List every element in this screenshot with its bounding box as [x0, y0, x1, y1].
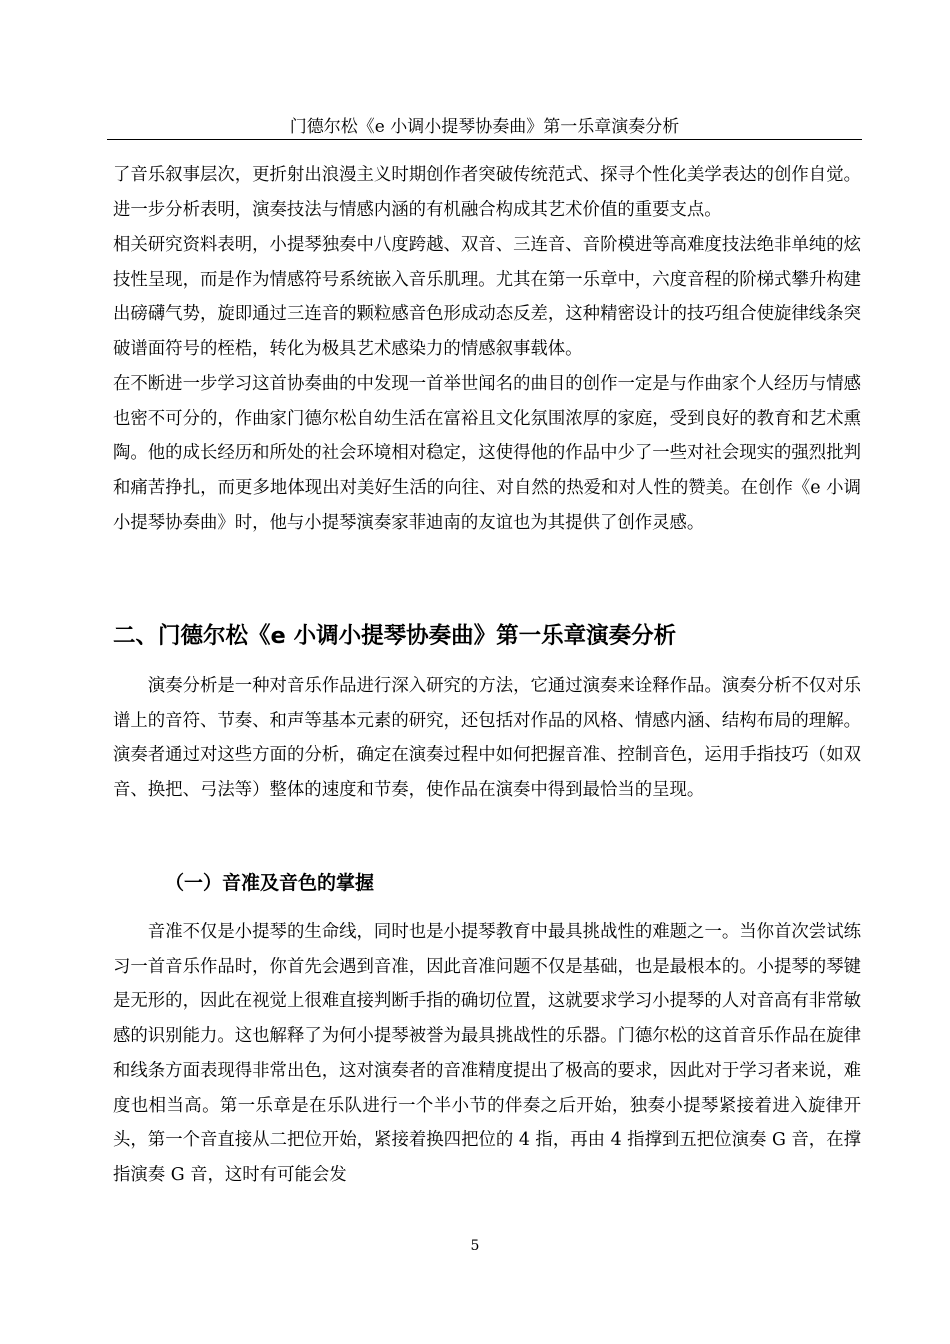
subsection-heading: （一）音准及音色的掌握: [165, 872, 375, 894]
header-divider: [107, 139, 862, 140]
paragraph-4: 演奏分析是一种对音乐作品进行深入研究的方法，它通过演奏来诠释作品。演奏分析不仅对乐谱上的音符、节奏、和声等基本元素的研究，还包括对作品的风格、情感内涵、结构布局的理解。演奏者通过对这些方面的分析，确定在演奏过程中如何把握音准、控制音色，运用手指技巧（如双音、换把、弓法等）整体的速度和节奏，使作品在演奏中得到最恰当的呈现。: [113, 676, 861, 801]
page-number: 5: [470, 1238, 480, 1254]
running-header: 门德尔松《e 小调小提琴协奏曲》第一乐章演奏分析: [289, 117, 680, 137]
paragraph-5: 音准不仅是小提琴的生命线，同时也是小提琴教育中最具挑战性的难题之一。当你首次尝试练习一首音乐作品时，你首先会遇到音准，因此音准问题不仅是基础，也是最根本的。小提琴的琴键是无形的，因此在视觉上很难直接判断手指的确切位置，这就要求学习小提琴的人对音高有非常敏感的识别能力。这也解释了为何小提琴被誉为最具挑战性的乐器。门德尔松的这首音乐作品在旋律和线条方面表现得非常出色，这对演奏者的音准精度提出了极高的要求，因此对于学习者来说，难度也相当高。第一乐章是在乐队进行一个半小节的伴奏之后开始，独奏小提琴紧接着进入旋律开头，第一个音直接从二把位开始，紧接着换四把位的 4 指，再由 4 指撑到五把位演奏 G 音，在撑指演奏 G 音，这时有可能会发: [113, 922, 861, 1185]
paragraph-3: 在不断进一步学习这首协奏曲的中发现一首举世闻名的曲目的创作一定是与作曲家个人经历与情感也密不可分的，作曲家门德尔松自幼生活在富裕且文化氛围浓厚的家庭，受到良好的教育和艺术熏陶。他的成长经历和所处的社会环境相对稳定，这使得他的作品中少了一些对社会现实的强烈批判和痛苦挣扎，而更多地体现出对美好生活的向往、对自然的热爱和对人性的赞美。在创作《e 小调小提琴协奏曲》时，他与小提琴演奏家菲迪南的友谊也为其提供了创作灵感。: [113, 374, 861, 533]
section-heading: 二、门德尔松《e 小调小提琴协奏曲》第一乐章演奏分析: [113, 623, 677, 649]
paragraph-1: 了音乐叙事层次，更折射出浪漫主义时期创作者突破传统范式、探寻个性化美学表达的创作自觉。进一步分析表明，演奏技法与情感内涵的有机融合构成其艺术价值的重要支点。: [113, 165, 861, 220]
paragraph-2: 相关研究资料表明，小提琴独奏中八度跨越、双音、三连音、音阶模进等高难度技法绝非单纯的炫技性呈现，而是作为情感符号系统嵌入音乐肌理。尤其在第一乐章中，六度音程的阶梯式攀升构建出磅礴气势，旋即通过三连音的颗粒感音色形成动态反差，这种精密设计的技巧组合使旋律线条突破谱面符号的桎梏，转化为极具艺术感染力的情感叙事载体。: [113, 235, 861, 360]
